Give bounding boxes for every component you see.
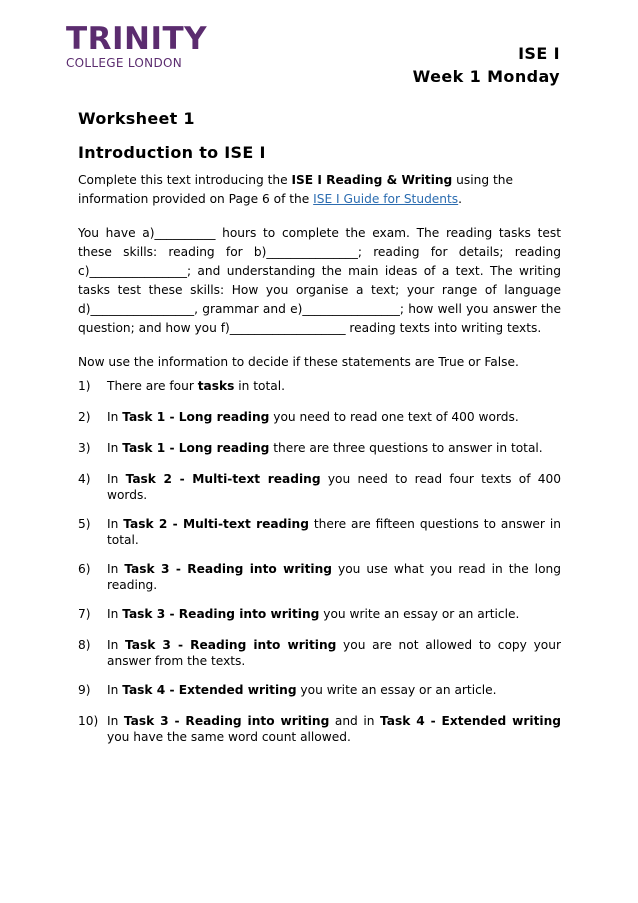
statement-text: [107, 606, 561, 624]
statement-plain-text: In: [107, 472, 126, 486]
statement-item: [78, 712, 561, 745]
statement-plain-text: In: [107, 683, 123, 697]
statement-plain-text: In: [107, 562, 125, 576]
statement-text: [107, 378, 561, 396]
section-title: Introduction to ISE I: [78, 143, 266, 162]
instruction-text: Now use the information to decide if these statements are True or False.: [78, 355, 519, 369]
statement-plain-text: you need to read one text of 400 words.: [269, 410, 519, 424]
statement-number: 10): [78, 714, 99, 728]
trinity-logo: [66, 21, 208, 70]
statement-number: 6): [78, 562, 91, 576]
statement-item: [78, 636, 561, 669]
statement-bold-text: Task 2 - Multi-text reading: [125, 472, 321, 486]
exam-level: ISE I: [518, 44, 560, 63]
statement-bold-text: Task 1 - Long reading: [122, 441, 270, 455]
statement-item: [78, 605, 561, 624]
lead-text: using the information provided on Page 6 of the: [78, 173, 513, 206]
statement-text: [107, 682, 561, 700]
worksheet-body: [78, 109, 561, 757]
statement-number: 9): [78, 683, 91, 697]
statement-plain-text: you are not allowed to copy your answer from the texts.: [107, 638, 561, 668]
statement-bold-text: Task 3 - Reading into writing: [125, 638, 337, 652]
worksheet-title: Worksheet 1: [78, 109, 195, 128]
statement-item: [78, 470, 561, 503]
statement-bold-text: Task 4 - Extended writing: [379, 714, 561, 728]
lead-bold: ISE I Reading & Writing: [291, 173, 453, 187]
statement-text: [107, 637, 561, 669]
statement-number: 7): [78, 607, 91, 621]
statement-plain-text: In: [107, 607, 123, 621]
statement-list: [78, 377, 561, 745]
statement-number: 5): [78, 517, 91, 531]
statement-plain-text: there are fifteen questions to answer in total.: [107, 517, 561, 547]
statement-plain-text: In: [107, 410, 123, 424]
statement-item: [78, 681, 561, 700]
statement-number: 8): [78, 638, 91, 652]
statement-bold-text: Task 2 - Multi-text reading: [123, 517, 309, 531]
statement-number: 4): [78, 472, 91, 486]
statement-item: [78, 408, 561, 427]
statement-bold-text: Task 4 - Extended writing: [122, 683, 297, 697]
lead-paragraph: [78, 171, 561, 209]
statement-bold-text: Task 3 - Reading into writing: [123, 714, 330, 728]
statement-item: [78, 439, 561, 458]
statement-plain-text: There are four: [107, 379, 198, 393]
statement-item: [78, 560, 561, 593]
statement-bold-text: Task 3 - Reading into writing: [122, 607, 320, 621]
statement-number: 3): [78, 441, 91, 455]
statement-plain-text: you need to read four texts of 400 words.: [107, 472, 561, 502]
statement-plain-text: there are three questions to answer in total.: [269, 441, 543, 455]
session-label: Week 1 Monday: [412, 67, 560, 86]
guide-link[interactable]: ISE I Guide for Students: [313, 192, 459, 206]
statement-plain-text: In: [107, 517, 124, 531]
statement-bold-text: Task 3 - Reading into writing: [124, 562, 332, 576]
statement-plain-text: In: [107, 638, 126, 652]
statement-plain-text: you use what you read in the long reading.: [107, 562, 561, 592]
lead-text: Complete this text introducing the: [78, 173, 292, 187]
statement-plain-text: you write an essay or an article.: [296, 683, 497, 697]
page-header: [413, 42, 560, 88]
statement-text: [107, 440, 561, 458]
gap-fill-paragraph: You have a)__________ hours to complete the exam. The reading tasks test these skills: reading for b)_______________; reading for details; reading c)________________; and understanding the main ideas of a text. The writing tasks test these skills: How you organise a text; your range of language d)_________________, grammar and e)________________; how well you answer the question; and how you f)___________________ reading texts into writing texts.: [78, 226, 561, 335]
statement-number: 2): [78, 410, 91, 424]
statement-text: [107, 471, 561, 503]
statement-text: [107, 516, 561, 548]
statement-item: [78, 515, 561, 548]
statement-number: 1): [78, 379, 91, 393]
statement-text: [107, 713, 561, 745]
statement-item: [78, 377, 561, 396]
statement-plain-text: In: [107, 441, 123, 455]
statement-plain-text: in total.: [234, 379, 286, 393]
statement-bold-text: tasks: [197, 379, 235, 393]
statement-text: [107, 409, 561, 427]
statement-text: [107, 561, 561, 593]
statement-plain-text: In: [107, 714, 124, 728]
statement-plain-text: you write an essay or an article.: [319, 607, 520, 621]
lead-text: .: [458, 192, 463, 206]
logo-wordmark: TRINITY: [66, 21, 208, 57]
logo-subtitle: COLLEGE LONDON: [66, 56, 183, 70]
statement-plain-text: and in: [329, 714, 380, 728]
statement-bold-text: Task 1 - Long reading: [122, 410, 270, 424]
statement-plain-text: you have the same word count allowed.: [107, 730, 351, 744]
